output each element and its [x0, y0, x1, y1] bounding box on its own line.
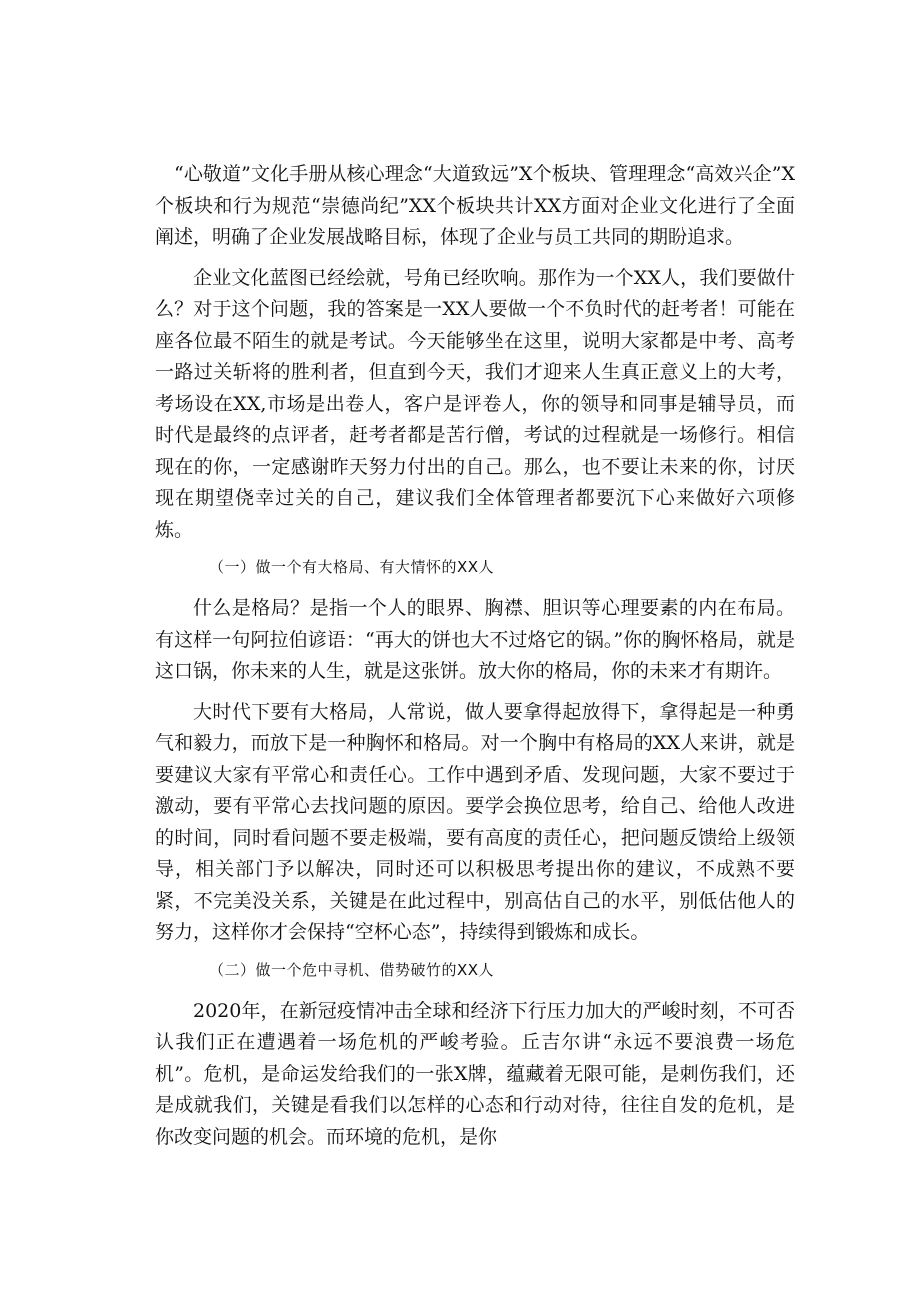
paragraph-exam-metaphor: 企业文化蓝图已经绘就，号角已经吹响。那作为一个XX人，我们要做什么？对于这个问题，我的答案是一XX人要做一个不负时代的赶考者！可能在座各位最不陌生的就是考试。今天能够坐在这里，说明大家都是中考、高考一路过关斩将的胜利者，但直到今天，我们才迎来人生真正意义上的大考，考场设在XX,市场是出卷人，客户是评卷人，你的领导和同事是辅导员，而时代是最终的点评者，赶考者都是苦行僧，考试的过程就是一场修行。相信现在的你，一定感谢昨天努力付出的自己。那么，也不要让未来的你，讨厌现在期望侥幸过关的自己，建议我们全体管理者都要沉下心来做好六项修炼。	[155, 266, 795, 541]
paragraph-what-is-pattern: 什么是格局？是指一个人的眼界、胸襟、胆识等心理要素的内在布局。有这样一句阿拉伯谚语：“再大的饼也大不过烙它的锅。”你的胸怀格局，就是这口锅，你未来的人生，就是这张饼。放大你的格局，你的未来才有期许。	[155, 597, 795, 682]
paragraph-culture-handbook: “心敬道”文化手册从核心理念“大道致远”X个板块、管理理念“高效兴企”X个板块和行为规范“崇德尚纪”XX个板块共计XX方面对企业文化进行了全面阐述，明确了企业发展战略目标，体现了企业与员工共同的期盼追求。	[155, 163, 795, 248]
paragraph-big-era-pattern: 大时代下要有大格局，人常说，做人要拿得起放得下，拿得起是一种勇气和毅力，而放下是一种胸怀和格局。对一个胸中有格局的XX人来讲，就是要建议大家有平常心和责任心。工作中遇到矛盾、发现问题，大家不要过于激动，要有平常心去找问题的原因。要学会换位思考，给自己、给他人改进的时间，同时看问题不要走极端，要有高度的责任心，把问题反馈给上级领导，相关部门予以解决，同时还可以积极思考提出你的建议，不成熟不要紧，不完美没关系，关键是在此过程中，别高估自己的水平，别低估他人的努力，这样你才会保持“空杯心态”，持续得到锻炼和成长。	[155, 700, 795, 943]
section-heading-2: （二）做一个危中寻机、借势破竹的XX人	[209, 960, 495, 979]
document-body	[155, 159, 795, 1162]
section-heading-1: （一）做一个有大格局、有大情怀的XX人	[209, 558, 495, 576]
paragraph-crisis-2020: 2020年，在新冠疫情冲击全球和经济下行压力加大的严峻时刻，不可否认我们正在遭遇着一场危机的严峻考验。丘吉尔讲“永远不要浪费一场危机”。危机，是命运发给我们的一张X牌，蕴藏着无限可能，是刺伤我们，还是成就我们，关键是看我们以怎样的心态和行动对待，往往自发的危机，是你改变问题的机会。而环境的危机，是你	[155, 999, 795, 1148]
